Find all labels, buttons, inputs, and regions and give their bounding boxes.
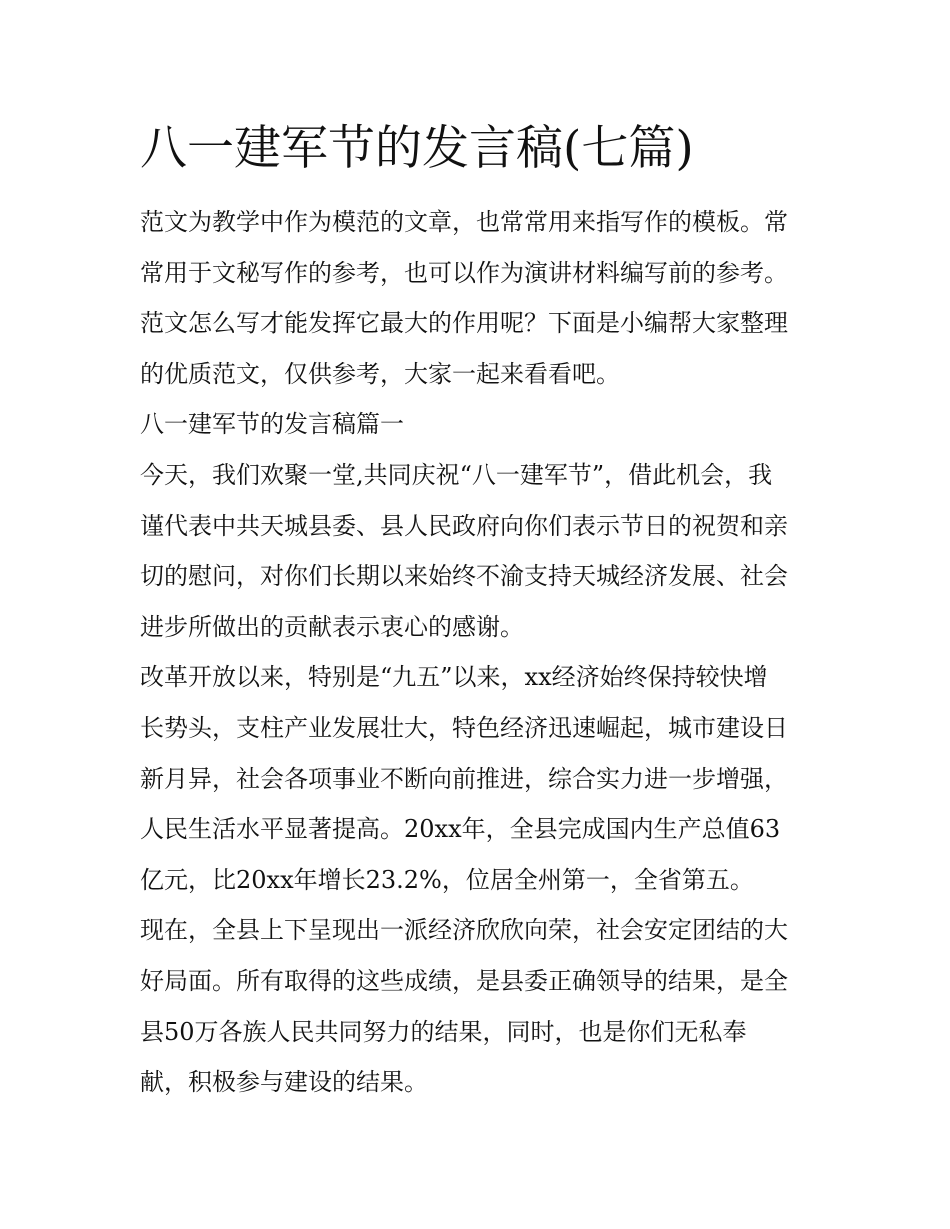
body-line: 长势头，支柱产业发展壮大，特色经济迅速崛起，城市建设日 (140, 713, 788, 742)
body-line: 谨代表中共天城县委、县人民政府向你们表示节日的祝贺和亲 (140, 511, 788, 540)
document-title: 八一建军节的发言稿(七篇) (140, 121, 694, 176)
body-line: 范文怎么写才能发挥它最大的作用呢？下面是小编帮大家整理 (140, 309, 788, 338)
body-line: 进步所做出的贡献表示衷心的感谢。 (140, 612, 524, 641)
body-line: 范文为教学中作为模范的文章，也常常用来指写作的模板。常 (140, 208, 788, 236)
body-line: 改革开放以来，特别是“九五”以来，xx经济始终保持较快增 (140, 663, 768, 692)
document-body (140, 197, 830, 1108)
body-line: 好局面。所有取得的这些成绩，是县委正确领导的结果，是全 (140, 966, 788, 995)
body-line: 常用于文秘写作的参考，也可以作为演讲材料编写前的参考。 (140, 258, 788, 287)
body-line: 新月异，社会各项事业不断向前推进，综合实力进一步增强， (140, 764, 788, 793)
body-line: 的优质范文，仅供参考，大家一起来看看吧。 (140, 359, 620, 388)
body-line: 县50万各族人民共同努力的结果，同时，也是你们无私奉 (140, 1017, 747, 1046)
body-line: 献，积极参与建设的结果。 (140, 1068, 428, 1097)
body-line: 现在，全县上下呈现出一派经济欣欣向荣，社会安定团结的大 (140, 916, 788, 945)
section-heading: 八一建军节的发言稿篇一 (140, 410, 404, 439)
body-line: 切的慰问，对你们长期以来始终不渝支持天城经济发展、社会 (140, 562, 788, 591)
body-line: 人民生活水平显著提高。20xx年，全县完成国内生产总值63 (140, 815, 781, 844)
body-line: 今天，我们欢聚一堂,共同庆祝“八一建军节”，借此机会，我 (140, 460, 773, 489)
body-line: 亿元，比20xx年增长23.2%，位居全州第一，全省第五。 (140, 865, 754, 894)
